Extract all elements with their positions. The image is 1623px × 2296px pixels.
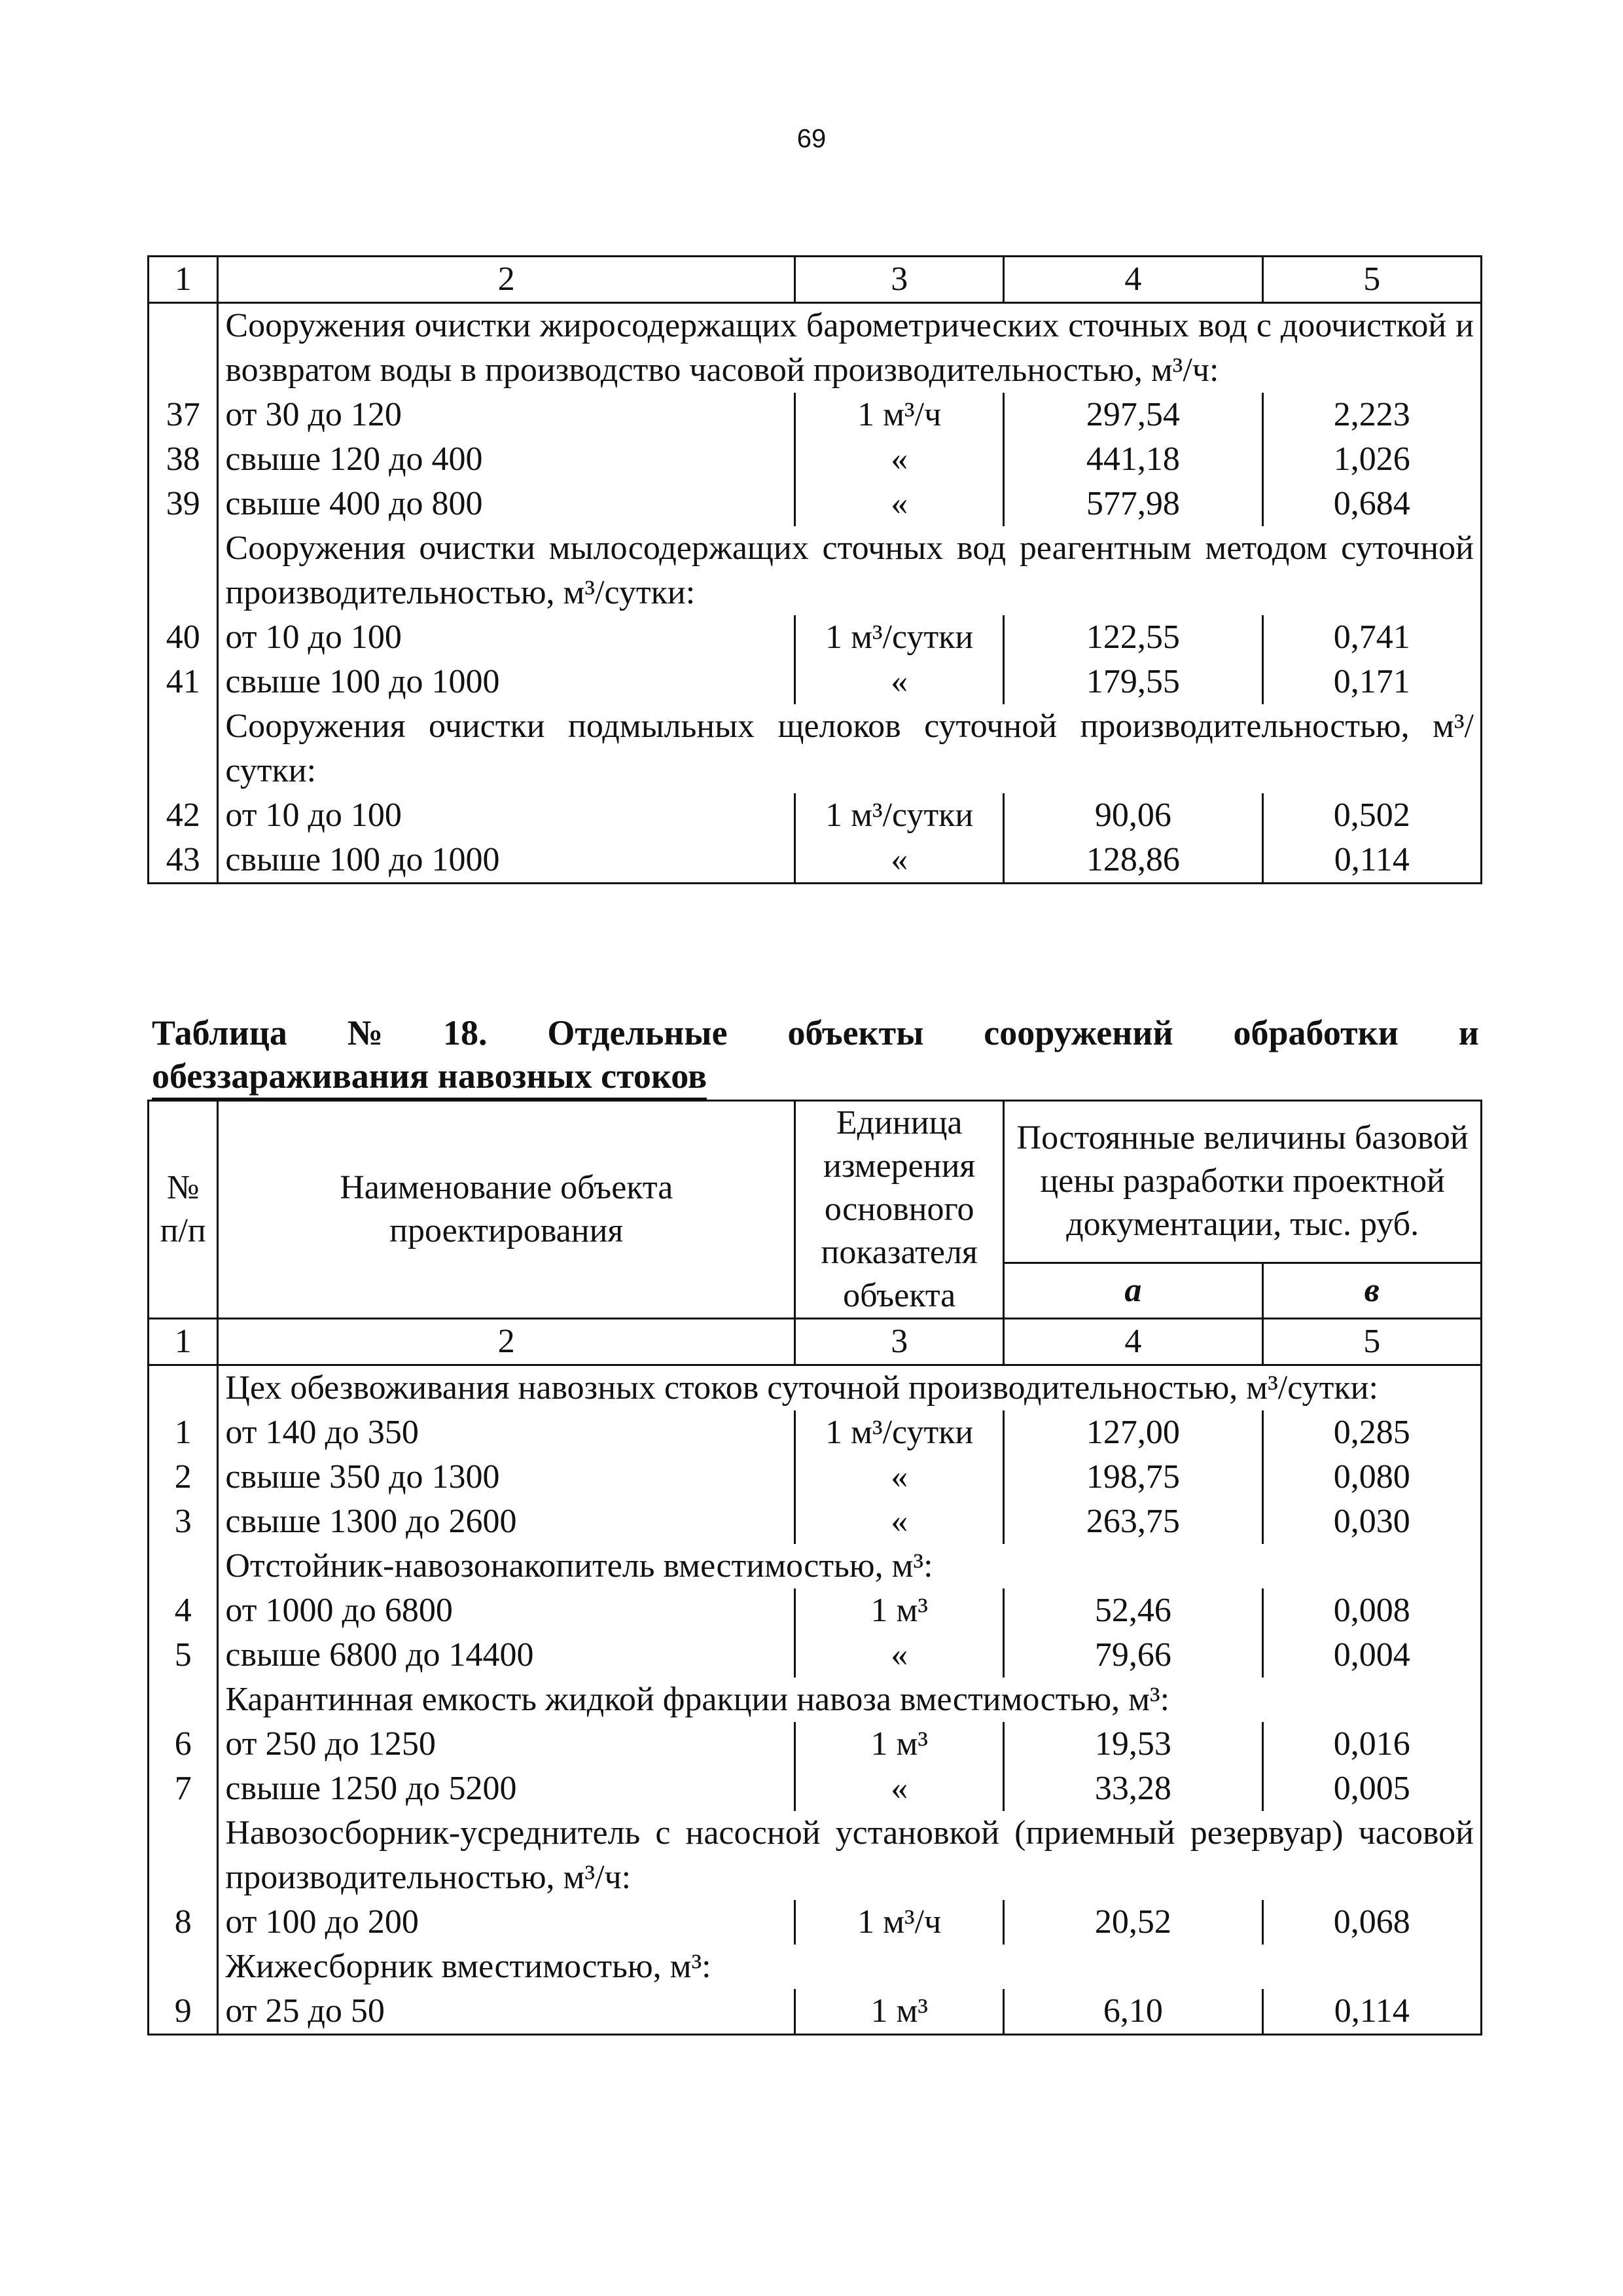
row-value-b: 0,030 <box>1262 1499 1481 1544</box>
table-continuation <box>147 255 1482 884</box>
caption-word: 18. <box>442 1013 488 1052</box>
row-unit: « <box>795 437 1004 482</box>
row-name: свыше 120 до 400 <box>218 437 795 482</box>
caption-word: обработки <box>1233 1013 1399 1052</box>
column-number: 5 <box>1262 1319 1481 1365</box>
row-name: от 140 до 350 <box>218 1410 795 1455</box>
row-number: 6 <box>149 1722 218 1767</box>
row-value-b: 0,080 <box>1262 1455 1481 1499</box>
table-row <box>149 1455 1482 1499</box>
row-number: 40 <box>149 615 218 660</box>
row-number: 3 <box>149 1499 218 1544</box>
row-number: 5 <box>149 1633 218 1677</box>
row-value-a: 6,10 <box>1004 1989 1262 2035</box>
row-value-a: 79,66 <box>1004 1633 1262 1677</box>
table-18-body <box>149 1101 1482 2035</box>
row-number: 39 <box>149 482 218 526</box>
row-value-b: 2,223 <box>1262 393 1481 437</box>
row-number: 37 <box>149 393 218 437</box>
table-row <box>149 793 1482 838</box>
row-unit: 1 м³/ч <box>795 1900 1004 1945</box>
caption-word: и <box>1458 1013 1479 1052</box>
row-value-a: 52,46 <box>1004 1588 1262 1633</box>
column-number-row <box>149 257 1482 303</box>
row-value-a: 20,52 <box>1004 1900 1262 1945</box>
row-value-b: 0,171 <box>1262 660 1481 704</box>
row-number: 42 <box>149 793 218 838</box>
row-number <box>149 526 218 615</box>
table-caption <box>152 1011 1479 1100</box>
table-row <box>149 437 1482 482</box>
section-row <box>149 1811 1482 1900</box>
caption-word: сооружений <box>984 1013 1173 1052</box>
column-number: 2 <box>218 1319 795 1365</box>
row-unit: 1 м³ <box>795 1722 1004 1767</box>
row-value-b: 1,026 <box>1262 437 1481 482</box>
section-title: Карантинная емкость жидкой фракции навоза вместимостью, м³: <box>218 1677 1482 1722</box>
column-number: 2 <box>218 257 795 303</box>
section-title: Сооружения очистки подмыльных щелоков суточной производительностью, м³/сутки: <box>218 704 1482 793</box>
row-value-b: 0,004 <box>1262 1633 1481 1677</box>
row-unit: « <box>795 482 1004 526</box>
row-value-a: 19,53 <box>1004 1722 1262 1767</box>
row-name: свыше 6800 до 14400 <box>218 1633 795 1677</box>
table-row <box>149 838 1482 884</box>
row-value-b: 0,502 <box>1262 793 1481 838</box>
row-name: от 30 до 120 <box>218 393 795 437</box>
row-name: свыше 350 до 1300 <box>218 1455 795 1499</box>
row-number <box>149 704 218 793</box>
section-title: Жижесборник вместимостью, м³: <box>218 1945 1482 1989</box>
row-number <box>149 1677 218 1722</box>
row-unit: 1 м³ <box>795 1588 1004 1633</box>
section-row <box>149 1544 1482 1588</box>
row-value-b: 0,285 <box>1262 1410 1481 1455</box>
header-base-price: Постоянные величины базовой цены разработки проектной документации, тыс. руб. <box>1004 1101 1482 1263</box>
caption-word: Таблица <box>152 1013 287 1052</box>
table-row <box>149 482 1482 526</box>
row-number: 38 <box>149 437 218 482</box>
row-unit: 1 м³/ч <box>795 393 1004 437</box>
row-value-b: 0,008 <box>1262 1588 1481 1633</box>
row-unit: « <box>795 1499 1004 1544</box>
section-row <box>149 526 1482 615</box>
row-number: 43 <box>149 838 218 884</box>
header-object-name: Наименование объекта проектирования <box>218 1101 795 1319</box>
row-name: от 25 до 50 <box>218 1989 795 2035</box>
row-unit: « <box>795 1767 1004 1811</box>
row-value-b: 0,005 <box>1262 1767 1481 1811</box>
column-number: 3 <box>795 1319 1004 1365</box>
row-number: 7 <box>149 1767 218 1811</box>
row-name: от 100 до 200 <box>218 1900 795 1945</box>
row-name: свыше 100 до 1000 <box>218 660 795 704</box>
table-row <box>149 660 1482 704</box>
column-number: 3 <box>795 257 1004 303</box>
table-row <box>149 615 1482 660</box>
row-value-b: 0,016 <box>1262 1722 1481 1767</box>
page-number: 69 <box>796 124 827 153</box>
header-unit: Единица измерения основного показателя объекта <box>795 1101 1004 1319</box>
row-name: свыше 1300 до 2600 <box>218 1499 795 1544</box>
row-number: 41 <box>149 660 218 704</box>
row-value-a: 198,75 <box>1004 1455 1262 1499</box>
row-name: от 10 до 100 <box>218 615 795 660</box>
row-value-b: 0,741 <box>1262 615 1481 660</box>
section-row <box>149 1945 1482 1989</box>
row-number <box>149 1365 218 1411</box>
table-row <box>149 1499 1482 1544</box>
row-value-a: 263,75 <box>1004 1499 1262 1544</box>
section-title: Цех обезвоживания навозных стоков суточной производительностью, м³/сутки: <box>218 1365 1482 1411</box>
column-number: 4 <box>1004 257 1262 303</box>
table-row <box>149 1410 1482 1455</box>
section-title: Навозосборник-усреднитель с насосной установкой (приемный резервуар) часовой производительностью, м³/ч: <box>218 1811 1482 1900</box>
section-row <box>149 303 1482 393</box>
row-unit: 1 м³/сутки <box>795 1410 1004 1455</box>
column-number: 1 <box>149 1319 218 1365</box>
section-title: Сооружения очистки жиросодержащих барометрических сточных вод с доочисткой и возвратом воды в производство часовой производительностью, м³/ч: <box>218 303 1482 393</box>
row-unit: 1 м³ <box>795 1989 1004 2035</box>
section-row <box>149 1677 1482 1722</box>
table-row <box>149 1989 1482 2035</box>
section-title: Отстойник-навозонакопитель вместимостью, м³: <box>218 1544 1482 1588</box>
row-unit: « <box>795 1455 1004 1499</box>
table-row <box>149 393 1482 437</box>
row-value-a: 122,55 <box>1004 615 1262 660</box>
table-row <box>149 1722 1482 1767</box>
column-number: 5 <box>1262 257 1481 303</box>
row-value-a: 179,55 <box>1004 660 1262 704</box>
row-name: от 250 до 1250 <box>218 1722 795 1767</box>
row-number: 2 <box>149 1455 218 1499</box>
row-unit: « <box>795 1633 1004 1677</box>
row-number <box>149 1544 218 1588</box>
table-continuation-body <box>149 257 1482 884</box>
row-number: 9 <box>149 1989 218 2035</box>
row-value-b: 0,114 <box>1262 1989 1481 2035</box>
row-value-a: 441,18 <box>1004 437 1262 482</box>
caption-word: Отдельные <box>547 1013 728 1052</box>
row-name: свыше 400 до 800 <box>218 482 795 526</box>
header-a: а <box>1004 1263 1262 1318</box>
row-unit: 1 м³/сутки <box>795 793 1004 838</box>
row-value-a: 128,86 <box>1004 838 1262 884</box>
column-number: 1 <box>149 257 218 303</box>
caption-word: объекты <box>787 1013 924 1052</box>
table-row <box>149 1767 1482 1811</box>
section-row <box>149 704 1482 793</box>
row-number <box>149 1811 218 1900</box>
table-caption-line-1 <box>152 1011 1479 1054</box>
row-name: свыше 100 до 1000 <box>218 838 795 884</box>
row-value-a: 33,28 <box>1004 1767 1262 1811</box>
table-18 <box>147 1100 1482 2036</box>
row-value-b: 0,068 <box>1262 1900 1481 1945</box>
section-row <box>149 1365 1482 1411</box>
row-unit: « <box>795 838 1004 884</box>
row-number: 8 <box>149 1900 218 1945</box>
column-number-row <box>149 1319 1482 1365</box>
row-value-a: 127,00 <box>1004 1410 1262 1455</box>
row-value-b: 0,114 <box>1262 838 1481 884</box>
row-number: 4 <box>149 1588 218 1633</box>
row-number: 1 <box>149 1410 218 1455</box>
table-row <box>149 1633 1482 1677</box>
row-unit: « <box>795 660 1004 704</box>
table-caption-line-2: обеззараживания навозных стоков <box>152 1054 707 1100</box>
row-value-b: 0,684 <box>1262 482 1481 526</box>
table-header-row <box>149 1101 1482 1263</box>
row-unit: 1 м³/сутки <box>795 615 1004 660</box>
row-name: от 1000 до 6800 <box>218 1588 795 1633</box>
row-value-a: 90,06 <box>1004 793 1262 838</box>
row-name: свыше 1250 до 5200 <box>218 1767 795 1811</box>
column-number: 4 <box>1004 1319 1262 1365</box>
row-name: от 10 до 100 <box>218 793 795 838</box>
row-value-a: 297,54 <box>1004 393 1262 437</box>
caption-word: № <box>347 1013 383 1052</box>
row-number <box>149 1945 218 1989</box>
row-value-a: 577,98 <box>1004 482 1262 526</box>
table-row <box>149 1588 1482 1633</box>
header-b: в <box>1262 1263 1481 1318</box>
header-number: № п/п <box>149 1101 218 1319</box>
row-number <box>149 303 218 393</box>
section-title: Сооружения очистки мылосодержащих сточных вод реагентным методом суточной производительностью, м³/сутки: <box>218 526 1482 615</box>
table-row <box>149 1900 1482 1945</box>
